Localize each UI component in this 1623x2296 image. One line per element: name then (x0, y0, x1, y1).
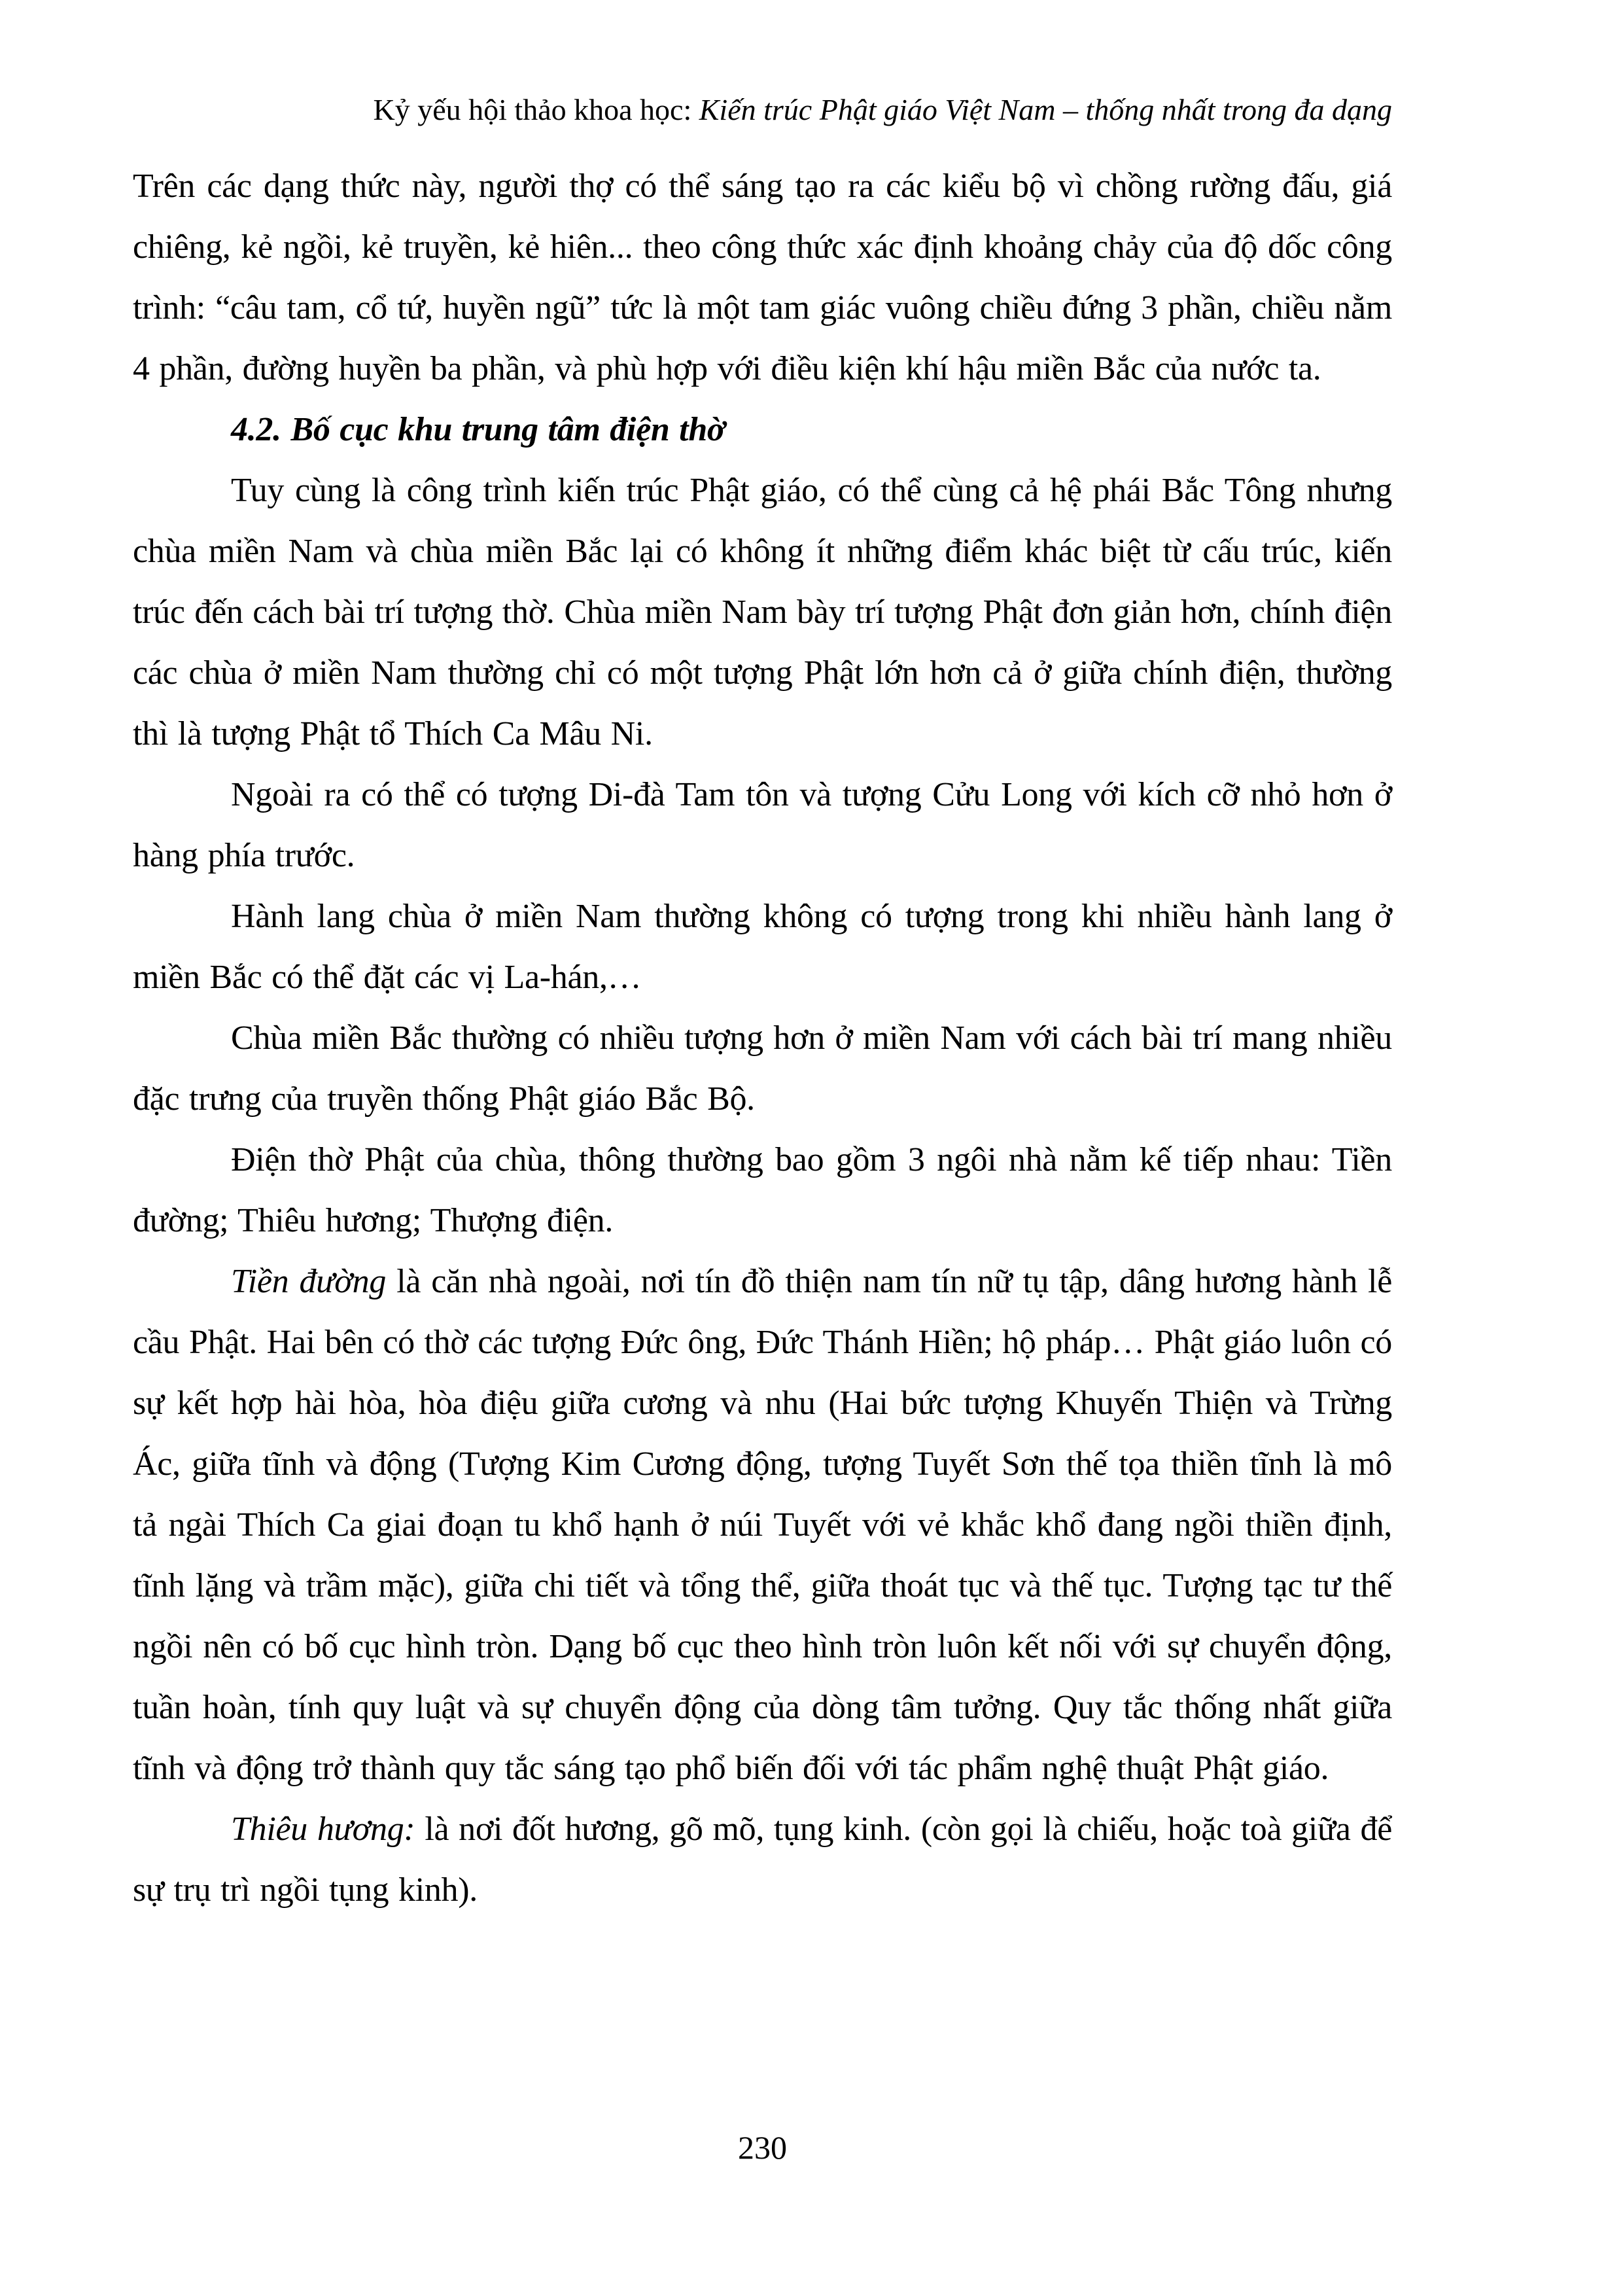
paragraph: Trên các dạng thức này, người thợ có thể sáng tạo ra các kiểu bộ vì chồng rường đấu, giá chiêng, kẻ ngồi, kẻ truyền, kẻ hiên... theo công thức xác định khoảng chảy của độ dốc công trình: “câu tam, cổ tứ, huyền ngũ” tức là một tam giác vuông chiều đứng 3 phần, chiều nằm 4 phần, đường huyền ba phần, và phù hợp với điều kiện khí hậu miền Bắc của nước ta. (133, 168, 1392, 387)
paragraph: Hành lang chùa ở miền Nam thường không có tượng trong khi nhiều hành lang ở miền Bắc có thể đặt các vị La-hán,… (133, 898, 1392, 996)
document-body (133, 156, 1392, 1920)
running-head-title: Kiến trúc Phật giáo Việt Nam – thống nhất trong đa dạng (699, 93, 1392, 126)
running-head-prefix: Kỷ yếu hội thảo khoa học: (373, 93, 699, 126)
running-head (133, 90, 1392, 130)
paragraph: Điện thờ Phật của chùa, thông thường bao gồm 3 ngôi nhà nằm kế tiếp nhau: Tiền đường; Thiêu hương; Thượng điện. (133, 1141, 1392, 1239)
paragraph: Tiền đường là căn nhà ngoài, nơi tín đồ thiện nam tín nữ tụ tập, dâng hương hành lễ cầu Phật. Hai bên có thờ các tượng Đức ông, Đức Thánh Hiền; hộ pháp… Phật giáo luôn có sự kết hợp hài hòa, hòa điệu giữa cương và nhu (Hai bức tượng Khuyến Thiện và Trừng Ác, giữa tĩnh và động (Tượng Kim Cương động, tượng Tuyết Sơn thế tọa thiền tĩnh là mô tả ngài Thích Ca giai đoạn tu khổ hạnh ở núi Tuyết với vẻ khắc khổ đang ngồi thiền định, tĩnh lặng và trầm mặc), giữa chi tiết và tổng thể, giữa thoát tục và thế tục. Tượng tạc tư thế ngồi nên có bố cục hình tròn. Dạng bố cục theo hình tròn luôn kết nối với sự chuyển động, tuần hoàn, tính quy luật và sự chuyển động của dòng tâm tưởng. Quy tắc thống nhất giữa tĩnh và động trở thành quy tắc sáng tạo phổ biến đối với tác phẩm nghệ thuật Phật giáo. (133, 1263, 1393, 1787)
paragraph: Ngoài ra có thể có tượng Di-đà Tam tôn và tượng Cửu Long với kích cỡ nhỏ hơn ở hàng phía trước. (133, 776, 1392, 874)
section-heading: 4.2. Bố cục khu trung tâm điện thờ (231, 411, 725, 448)
paragraph: Thiêu hương: là nơi đốt hương, gõ mõ, tụng kinh. (còn gọi là chiếu, hoặc toà giữa để sự trụ trì ngồi tụng kinh). (133, 1810, 1392, 1909)
paragraph-lead-italic: Thiêu hương: (231, 1810, 415, 1848)
paragraph: Chùa miền Bắc thường có nhiều tượng hơn ở miền Nam với cách bài trí mang nhiều đặc trưng của truyền thống Phật giáo Bắc Bộ. (133, 1019, 1392, 1118)
page-number: 230 (738, 2129, 787, 2166)
paragraph-lead-italic: Tiền đường (231, 1263, 387, 1300)
paragraph: Tuy cùng là công trình kiến trúc Phật giáo, có thể cùng cả hệ phái Bắc Tông nhưng chùa miền Nam và chùa miền Bắc lại có không ít những điểm khác biệt từ cấu trúc, kiến trúc đến cách bài trí tượng thờ. Chùa miền Nam bày trí tượng Phật đơn giản hơn, chính điện các chùa ở miền Nam thường chỉ có một tượng Phật lớn hơn cả ở giữa chính điện, thường thì là tượng Phật tổ Thích Ca Mâu Ni. (133, 472, 1392, 752)
